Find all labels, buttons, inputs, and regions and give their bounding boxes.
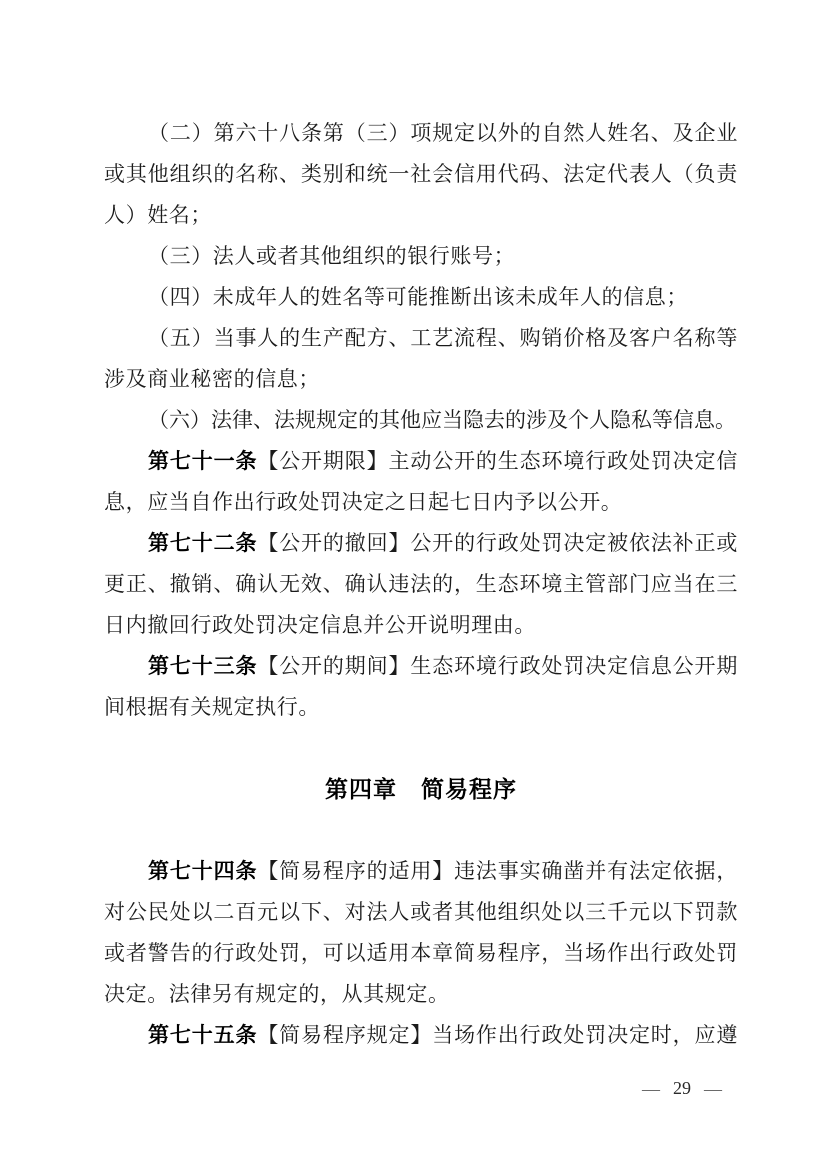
chapter-title: 简易程序: [421, 776, 517, 802]
article-number: 第七十三条: [148, 655, 258, 678]
article-title: 【简易程序的适用】: [257, 859, 455, 883]
document-content: [104, 113, 738, 1056]
article-body: 生态环境行政处罚决定信息公开期间根据有关规定执行。: [104, 654, 739, 719]
article-body: 公开的行政处罚决定被依法补正或更正、撤销、确认无效、确认违法的，生态环境主管部门应当在三日内撤回行政处罚决定信息并公开说明理由。: [104, 531, 739, 637]
clause-paragraph-3: [104, 236, 738, 277]
chapter-heading: [104, 769, 738, 810]
article-title: 【公开期限】: [257, 449, 389, 473]
article-title: 【简易程序规定】: [257, 1023, 433, 1047]
clause-text: （三）法人或者其他组织的银行账号；: [148, 244, 516, 268]
clause-paragraph-2: [104, 113, 738, 236]
article-paragraph-73: [104, 646, 738, 728]
clause-paragraph-5: [104, 318, 738, 400]
clause-text: （五）当事人的生产配方、工艺流程、购销价格及客户名称等涉及商业秘密的信息；: [104, 326, 738, 391]
page-number-value: 29: [673, 1078, 691, 1098]
article-number: 第七十一条: [148, 450, 258, 473]
page-number-dash-right: —: [704, 1078, 722, 1099]
clause-paragraph-6: [104, 400, 738, 441]
article-number: 第七十五条: [148, 1024, 258, 1047]
article-body: 违法事实确凿并有法定依据，对公民处以二百元以下、对法人或者其他组织处以三千元以下罚款或者警告的行政处罚，可以适用本章简易程序，当场作出行政处罚决定。法律另有规定的，从其规定。: [104, 859, 738, 1006]
article-title: 【公开的撤回】: [257, 531, 411, 555]
page-number: [642, 1078, 722, 1099]
article-body: 主动公开的生态环境行政处罚决定信息，应当自作出行政处罚决定之日起七日内予以公开。: [104, 449, 738, 514]
page-number-dash-left: —: [642, 1078, 660, 1099]
article-number: 第七十四条: [148, 860, 258, 883]
article-number: 第七十二条: [148, 532, 258, 555]
clause-paragraph-4: [104, 277, 738, 318]
article-title: 【公开的期间】: [257, 654, 411, 678]
article-paragraph-75: [104, 1015, 738, 1056]
clause-text: （四）未成年人的姓名等可能推断出该未成年人的信息；: [148, 285, 688, 309]
article-paragraph-74: [104, 851, 738, 1015]
clause-text: （二）第六十八条第（三）项规定以外的自然人姓名、及企业或其他组织的名称、类别和统一社会信用代码、法定代表人（负责人）姓名；: [104, 121, 738, 227]
clause-text: （六）法律、法规规定的其他应当隐去的涉及个人隐私等信息。: [148, 408, 736, 432]
article-paragraph-71: [104, 441, 738, 523]
chapter-label: 第四章: [325, 776, 397, 802]
article-body: 当场作出行政处罚决定时，应遵: [432, 1023, 738, 1047]
article-paragraph-72: [104, 523, 738, 646]
